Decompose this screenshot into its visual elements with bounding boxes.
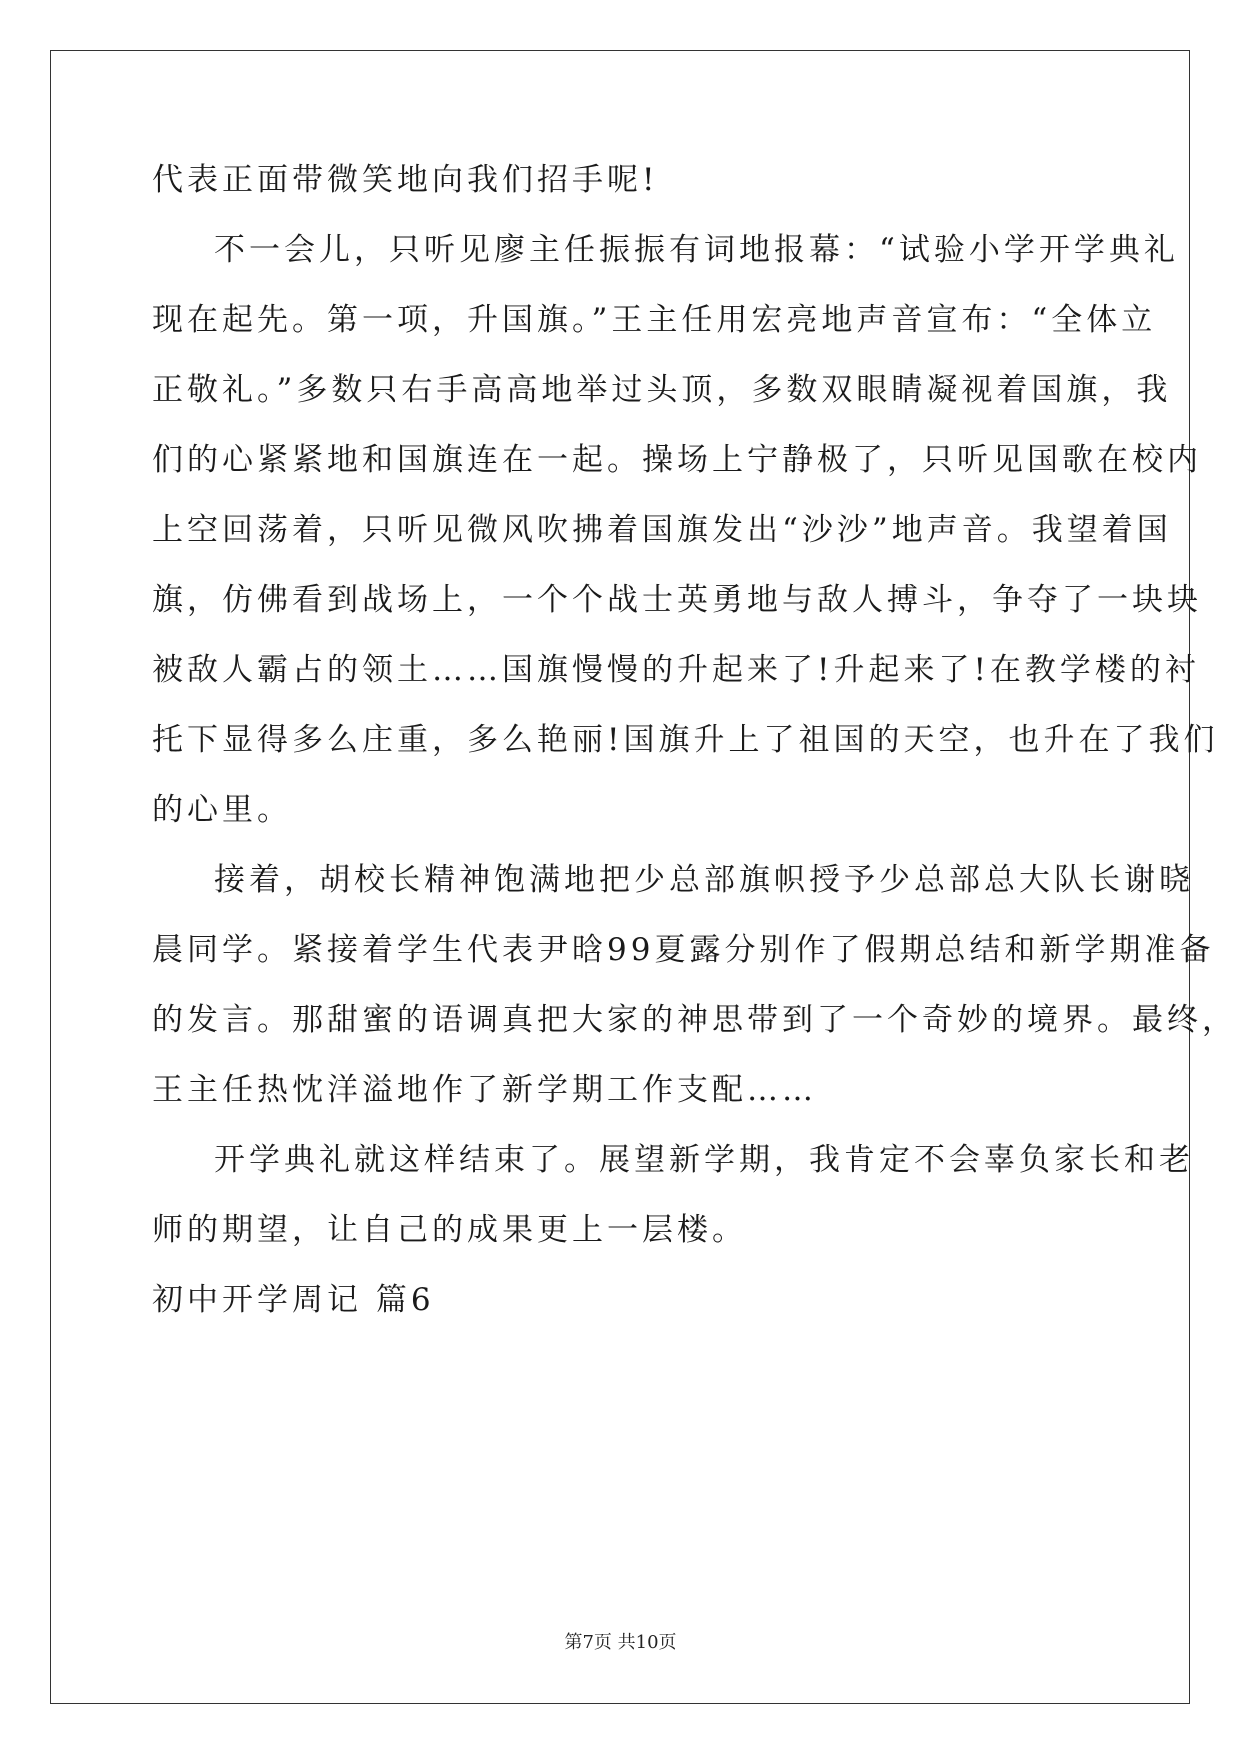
- text-line: 上空回荡着，只听见微风吹拂着国旗发出“沙沙”地声音。我望着国: [152, 512, 1172, 548]
- text-line: 不一会儿，只听见廖主任振振有词地报幕：“试验小学开学典礼: [214, 232, 1179, 268]
- section-heading: 初中开学周记 篇6: [152, 1282, 435, 1318]
- page-number-footer: 第7页 共10页: [564, 1632, 677, 1653]
- text-line: 开学典礼就这样结束了。展望新学期，我肯定不会辜负家长和老: [214, 1142, 1194, 1178]
- text-line: 托下显得多么庄重，多么艳丽!国旗升上了祖国的天空，也升在了我们: [152, 722, 1219, 758]
- text-line: 接着，胡校长精神饱满地把少总部旗帜授予少总部总大队长谢晓: [214, 862, 1194, 898]
- text-line: 们的心紧紧地和国旗连在一起。操场上宁静极了，只听见国歌在校内: [152, 442, 1202, 478]
- text-line: 师的期望，让自己的成果更上一层楼。: [152, 1212, 747, 1248]
- text-line: 被敌人霸占的领土……国旗慢慢的升起来了!升起来了!在教学楼的衬: [152, 652, 1200, 688]
- text-line: 的心里。: [152, 792, 292, 828]
- text-line: 代表正面带微笑地向我们招手呢!: [152, 162, 659, 198]
- text-line: 旗，仿佛看到战场上，一个个战士英勇地与敌人搏斗，争夺了一块块: [152, 582, 1202, 618]
- text-line: 王主任热忱洋溢地作了新学期工作支配……: [152, 1072, 817, 1108]
- text-line: 现在起先。第一项，升国旗。”王主任用宏亮地声音宣布：“全体立: [152, 302, 1157, 338]
- text-line: 正敬礼。”多数只右手高高地举过头顶，多数双眼睛凝视着国旗，我: [152, 372, 1172, 408]
- text-line: 晨同学。紧接着学生代表尹晗99夏露分别作了假期总结和新学期准备: [152, 932, 1215, 968]
- text-line: 的发言。那甜蜜的语调真把大家的神思带到了一个奇妙的境界。最终，: [152, 1002, 1237, 1038]
